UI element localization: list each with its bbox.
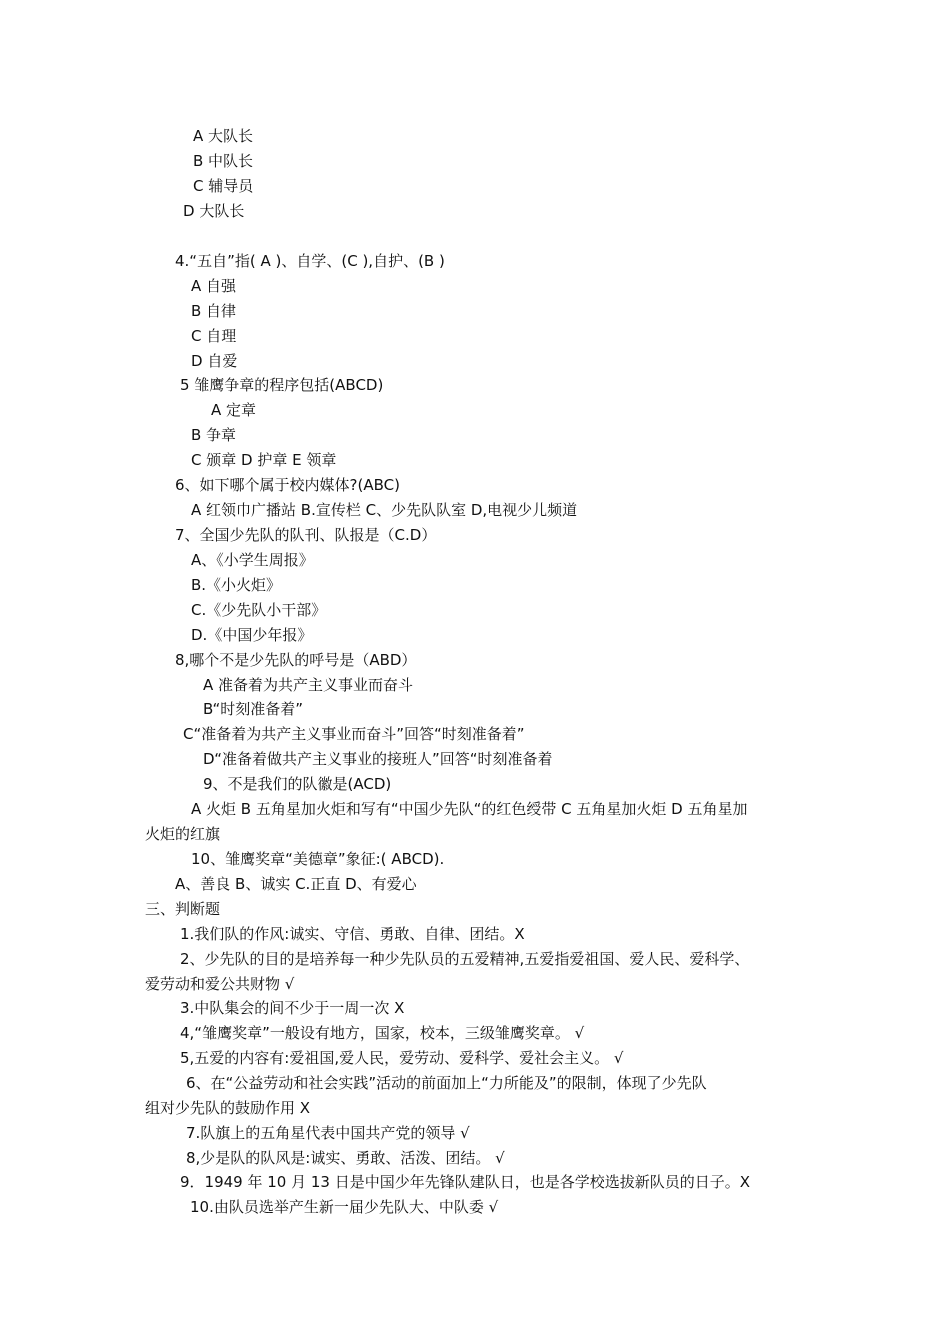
q7-question: 7、全国少先队的队刊、队报是（C.D） bbox=[175, 526, 437, 544]
tf-item-10: 10.由队员选举产生新一届少先队大、中队委 √ bbox=[190, 1198, 499, 1216]
q10-question: 10、雏鹰奖章“美德章”象征:( ABCD). bbox=[191, 850, 445, 868]
section-heading-true-false: 三、判断题 bbox=[145, 900, 221, 918]
q4-option-d: D 自爱 bbox=[191, 352, 238, 370]
q8-option-b: B“时刻准备着” bbox=[203, 700, 304, 718]
q9-question: 9、不是我们的队徽是(ACD) bbox=[203, 775, 392, 793]
q9-options-continued: 火炬的红旗 bbox=[145, 825, 221, 843]
q7-option-a: A、《小学生周报》 bbox=[191, 551, 314, 569]
tf-item-2: 2、少先队的目的是培养每一种少先队员的五爱精神,五爱指爱祖国、爱人民、爱科学、 bbox=[180, 950, 750, 968]
q7-option-c: C.《少先队小干部》 bbox=[191, 601, 327, 619]
tf-item-7: 7.队旗上的五角星代表中国共产党的领导 √ bbox=[186, 1124, 470, 1142]
q6-question: 6、如下哪个属于校内媒体?(ABC) bbox=[175, 476, 400, 494]
q3-option-b: B 中队长 bbox=[193, 152, 254, 170]
q4-question: 4.“五自”指( A )、自学、(C ),自护、(B ) bbox=[175, 252, 445, 270]
q4-option-c: C 自理 bbox=[191, 327, 237, 345]
q7-option-b: B.《小火炬》 bbox=[191, 576, 282, 594]
q5-option-a: A 定章 bbox=[211, 401, 257, 419]
tf-item-4: 4,“雏鹰奖章”一般设有地方，国家，校本，三级雏鹰奖章。 √ bbox=[180, 1024, 585, 1042]
tf-item-6: 6、在“公益劳动和社会实践”活动的前面加上“力所能及”的限制，体现了少先队 bbox=[186, 1074, 707, 1092]
q9-options: A 火炬 B 五角星加火炬和写有“中国少先队“的红色绶带 C 五角星加火炬 D 五角星加 bbox=[191, 800, 748, 818]
q3-option-c: C 辅导员 bbox=[193, 177, 254, 195]
tf-item-6-continued: 组对少先队的鼓励作用 X bbox=[145, 1099, 311, 1117]
q8-option-d: D“准备着做共产主义事业的接班人”回答“时刻准备着 bbox=[203, 750, 553, 768]
q5-option-cde: C 颁章 D 护章 E 领章 bbox=[191, 451, 337, 469]
q5-option-b: B 争章 bbox=[191, 426, 237, 444]
q5-question: 5 雏鹰争章的程序包括(ABCD) bbox=[180, 376, 384, 394]
q7-option-d: D.《中国少年报》 bbox=[191, 626, 313, 644]
tf-item-3: 3.中队集会的间不少于一周一次 X bbox=[180, 999, 405, 1017]
tf-item-1: 1.我们队的作风:诚实、守信、勇敢、自律、团结。X bbox=[180, 925, 525, 943]
tf-item-2-continued: 爱劳动和爱公共财物 √ bbox=[145, 975, 295, 993]
q4-option-b: B 自律 bbox=[191, 302, 237, 320]
q8-question: 8,哪个不是少先队的呼号是（ABD） bbox=[175, 651, 417, 669]
q3-option-a: A 大队长 bbox=[193, 127, 254, 145]
q10-options: A、善良 B、诚实 C.正直 D、有爱心 bbox=[175, 875, 417, 893]
tf-item-5: 5,五爱的内容有:爱祖国,爱人民，爱劳动、爱科学、爱社会主义。 √ bbox=[180, 1049, 624, 1067]
q3-option-d: D 大队长 bbox=[183, 202, 245, 220]
q8-option-a: A 准备着为共产主义事业而奋斗 bbox=[203, 676, 414, 694]
tf-item-9: 9．1949 年 10 月 13 日是中国少年先锋队建队日，也是各学校选拔新队员的日子。X bbox=[180, 1173, 751, 1191]
q4-option-a: A 自强 bbox=[191, 277, 237, 295]
tf-item-8: 8,少是队的队风是:诚实、勇敢、活泼、团结。 √ bbox=[186, 1149, 505, 1167]
q6-options: A 红领巾广播站 B.宣传栏 C、少先队队室 D,电视少儿频道 bbox=[191, 501, 578, 519]
q8-option-c: C“准备着为共产主义事业而奋斗”回答“时刻准备着” bbox=[183, 725, 525, 743]
